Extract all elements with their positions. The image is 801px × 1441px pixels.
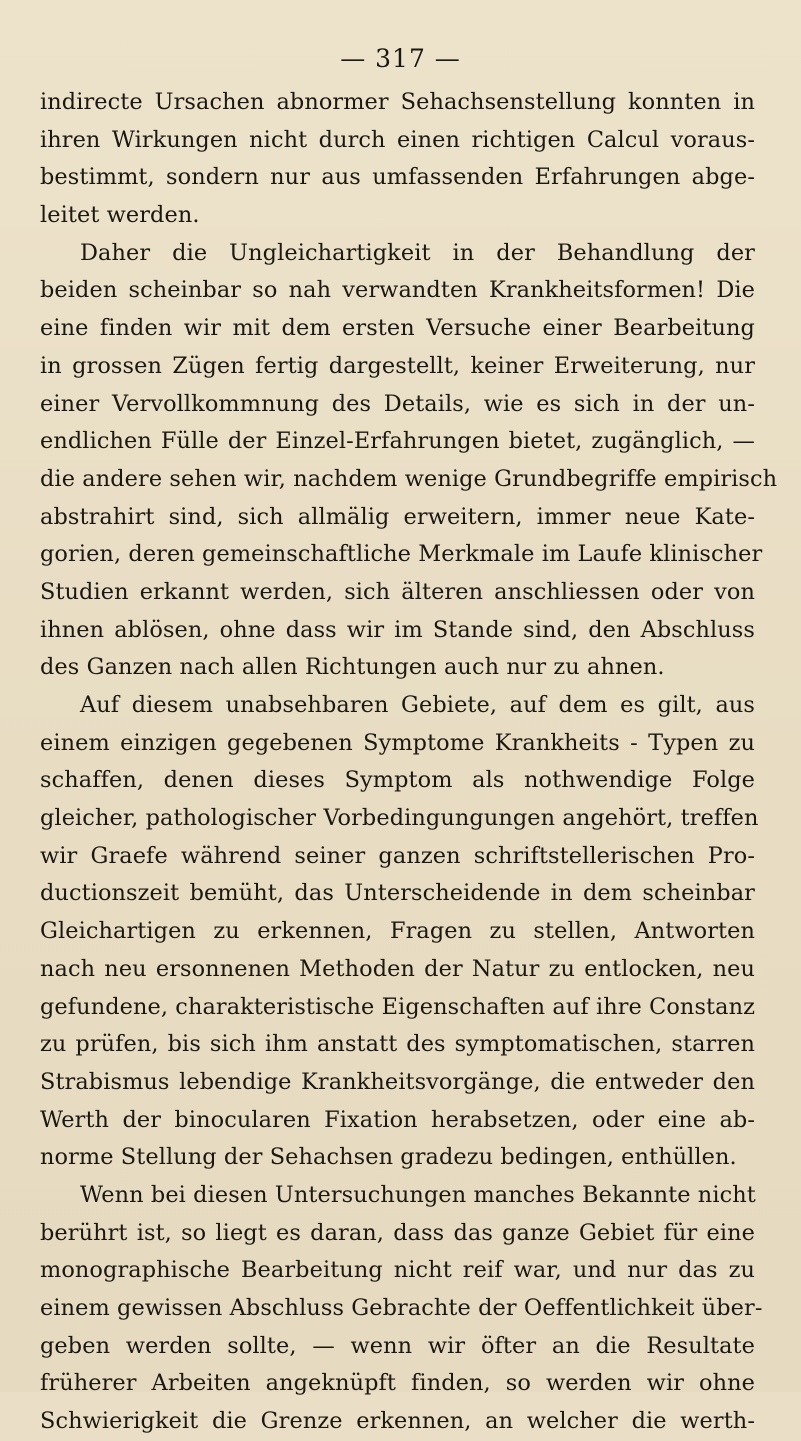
text-line: schaffen, denen dieses Symptom als nothwendige Folge [40,767,755,794]
text-line: ductionszeit bemüht, das Unterscheidende in dem scheinbar [40,880,755,907]
text-line: gleicher, pathologischer Vorbedingungungen angehört, treffen [40,805,759,832]
text-line: einem einzigen gegebenen Symptome Krankheits - Typen zu [40,729,755,756]
text-line: die andere sehen wir, nachdem wenige Grundbegriffe empirisch [40,465,778,492]
text-line: früherer Arbeiten angeknüpft finden, so werden wir ohne [40,1370,755,1397]
text-line: Schwierigkeit die Grenze erkennen, an welcher die werth- [40,1408,755,1435]
text-line: Werth der binocularen Fixation herabsetzen, oder eine ab- [40,1106,755,1133]
text-line: Studien erkannt werden, sich älteren anschliessen oder von [40,578,755,605]
text-line: einer Vervollkommnung des Details, wie es sich in der un- [40,390,755,417]
text-line: norme Stellung der Sehachsen gradezu bedingen, enthüllen. [40,1144,737,1171]
text-line: endlichen Fülle der Einzel-Erfahrungen bietet, zugänglich, — [40,428,755,455]
text-line: wir Graefe während seiner ganzen schriftstellerischen Pro- [40,842,755,869]
text-line: ihren Wirkungen nicht durch einen richtigen Calcul voraus- [40,126,755,153]
text-line: Wenn bei diesen Untersuchungen manches Bekannte nicht [80,1181,756,1208]
text-line: nach neu ersonnenen Methoden der Natur zu entlocken, neu [40,955,755,982]
text-line: indirecte Ursachen abnormer Sehachsenstellung konnten in [40,89,755,115]
text-line: gefundene, charakteristische Eigenschaften auf ihre Constanz [40,993,756,1020]
text-line: Daher die Ungleichartigkeit in der Behandlung der [80,239,755,266]
body-text [40,84,778,1441]
text-line: Strabismus lebendige Krankheitsvorgänge, die entweder den [40,1068,755,1095]
text-line: eine finden wir mit dem ersten Versuche einer Bearbeitung [40,315,755,342]
text-line: ihnen ablösen, ohne dass wir im Stande sind, den Abschluss [40,616,755,643]
text-line: Gleichartigen zu erkennen, Fragen zu stellen, Antworten [40,918,755,945]
text-line: Auf diesem unabsehbaren Gebiete, auf dem es gilt, aus [80,692,755,718]
text-line: des Ganzen nach allen Richtungen auch nur zu ahnen. [40,654,665,681]
text-line: zu prüfen, bis sich ihm anstatt des symptomatischen, starren [40,1031,755,1058]
page-number-header: — 317 — [340,44,461,73]
text-line: in grossen Zügen fertig dargestellt, keiner Erweiterung, nur [40,352,755,379]
text-line: gorien, deren gemeinschaftliche Merkmale im Laufe klinischer [40,541,763,568]
text-line: beiden scheinbar so nah verwandten Krankheitsformen! Die [40,277,755,304]
text-line: leitet werden. [40,202,200,229]
text-line: abstrahirt sind, sich allmälig erweitern, immer neue Kate- [40,503,755,530]
text-line: bestimmt, sondern nur aus umfassenden Erfahrungen abge- [40,164,755,191]
text-line: geben werden sollte, — wenn wir öfter an die Resultate [40,1332,755,1359]
text-line: einem gewissen Abschluss Gebrachte der Oeffentlichkeit über- [40,1295,763,1321]
text-line: berührt ist, so liegt es daran, dass das ganze Gebiet für eine [40,1219,755,1246]
text-line: monographische Bearbeitung nicht reif war, und nur das zu [40,1257,755,1284]
